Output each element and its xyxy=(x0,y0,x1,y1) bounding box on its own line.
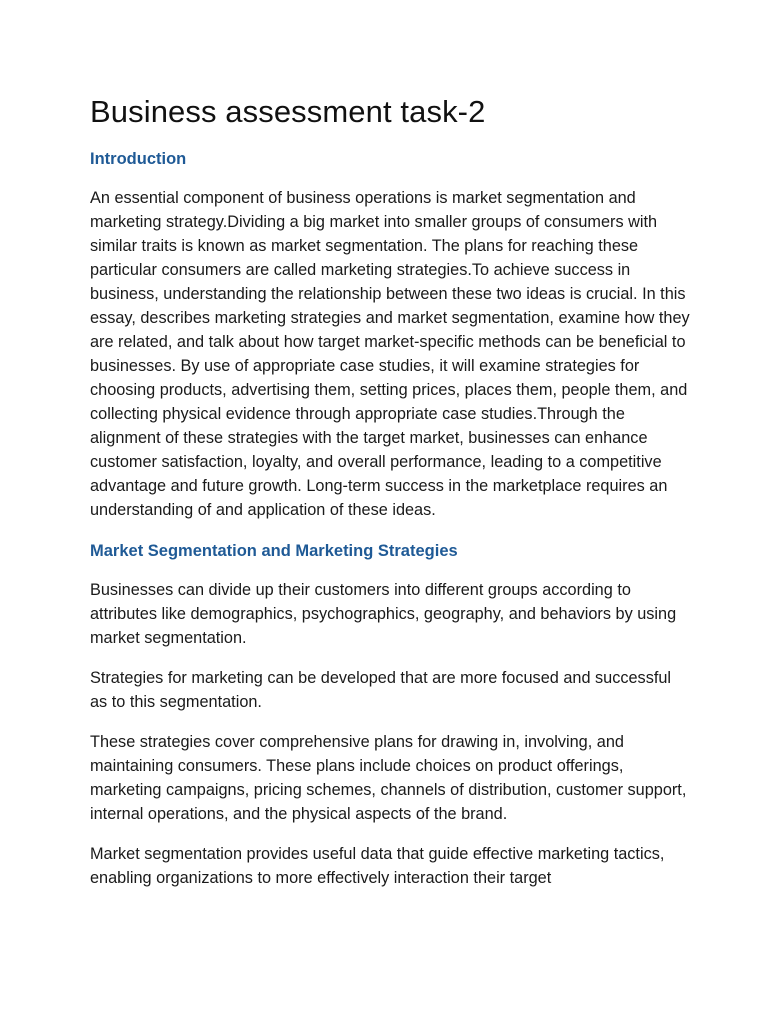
segmentation-paragraph-3: These strategies cover comprehensive plans for drawing in, involving, and maintaining consumers. These plans include choices on product offerings, marketing campaigns, pricing schemes, channels of distribution, customer support, internal operations, and the physical aspects of the brand. xyxy=(90,733,687,823)
segmentation-paragraph-1: Businesses can divide up their customers into different groups according to attributes like demographics, psychographics, geography, and behaviors by using market segmentation. xyxy=(90,581,677,647)
segmentation-paragraph-2: Strategies for marketing can be developed that are more focused and successful as to this segmentation. xyxy=(90,669,672,711)
section-heading-market-segmentation: Market Segmentation and Marketing Strategies xyxy=(90,542,458,560)
segmentation-paragraph-4: Market segmentation provides useful data that guide effective marketing tactics, enabling organizations to more effectively interaction their target xyxy=(90,845,665,887)
document-body xyxy=(90,92,690,906)
document-title: Business assessment task-2 xyxy=(90,94,486,129)
section-heading-introduction: Introduction xyxy=(90,150,187,168)
introduction-paragraph: An essential component of business operations is market segmentation and marketing strategy.Dividing a big market into smaller groups of consumers with similar traits is known as market segmentation. The plans for reaching these particular consumers are called marketing strategies.To achieve success in business, understanding the relationship between these two ideas is crucial. In this essay, describes marketing strategies and market segmentation, examine how they are related, and talk about how target market-specific methods can be beneficial to businesses. By use of appropriate case studies, it will examine strategies for choosing products, advertising them, setting prices, places them, people them, and collecting physical evidence through appropriate case studies.Through the alignment of these strategies with the target market, businesses can enhance customer satisfaction, loyalty, and overall performance, leading to a competitive advantage and future growth. Long-term success in the marketplace requires an understanding of and application of these ideas. xyxy=(90,189,690,519)
